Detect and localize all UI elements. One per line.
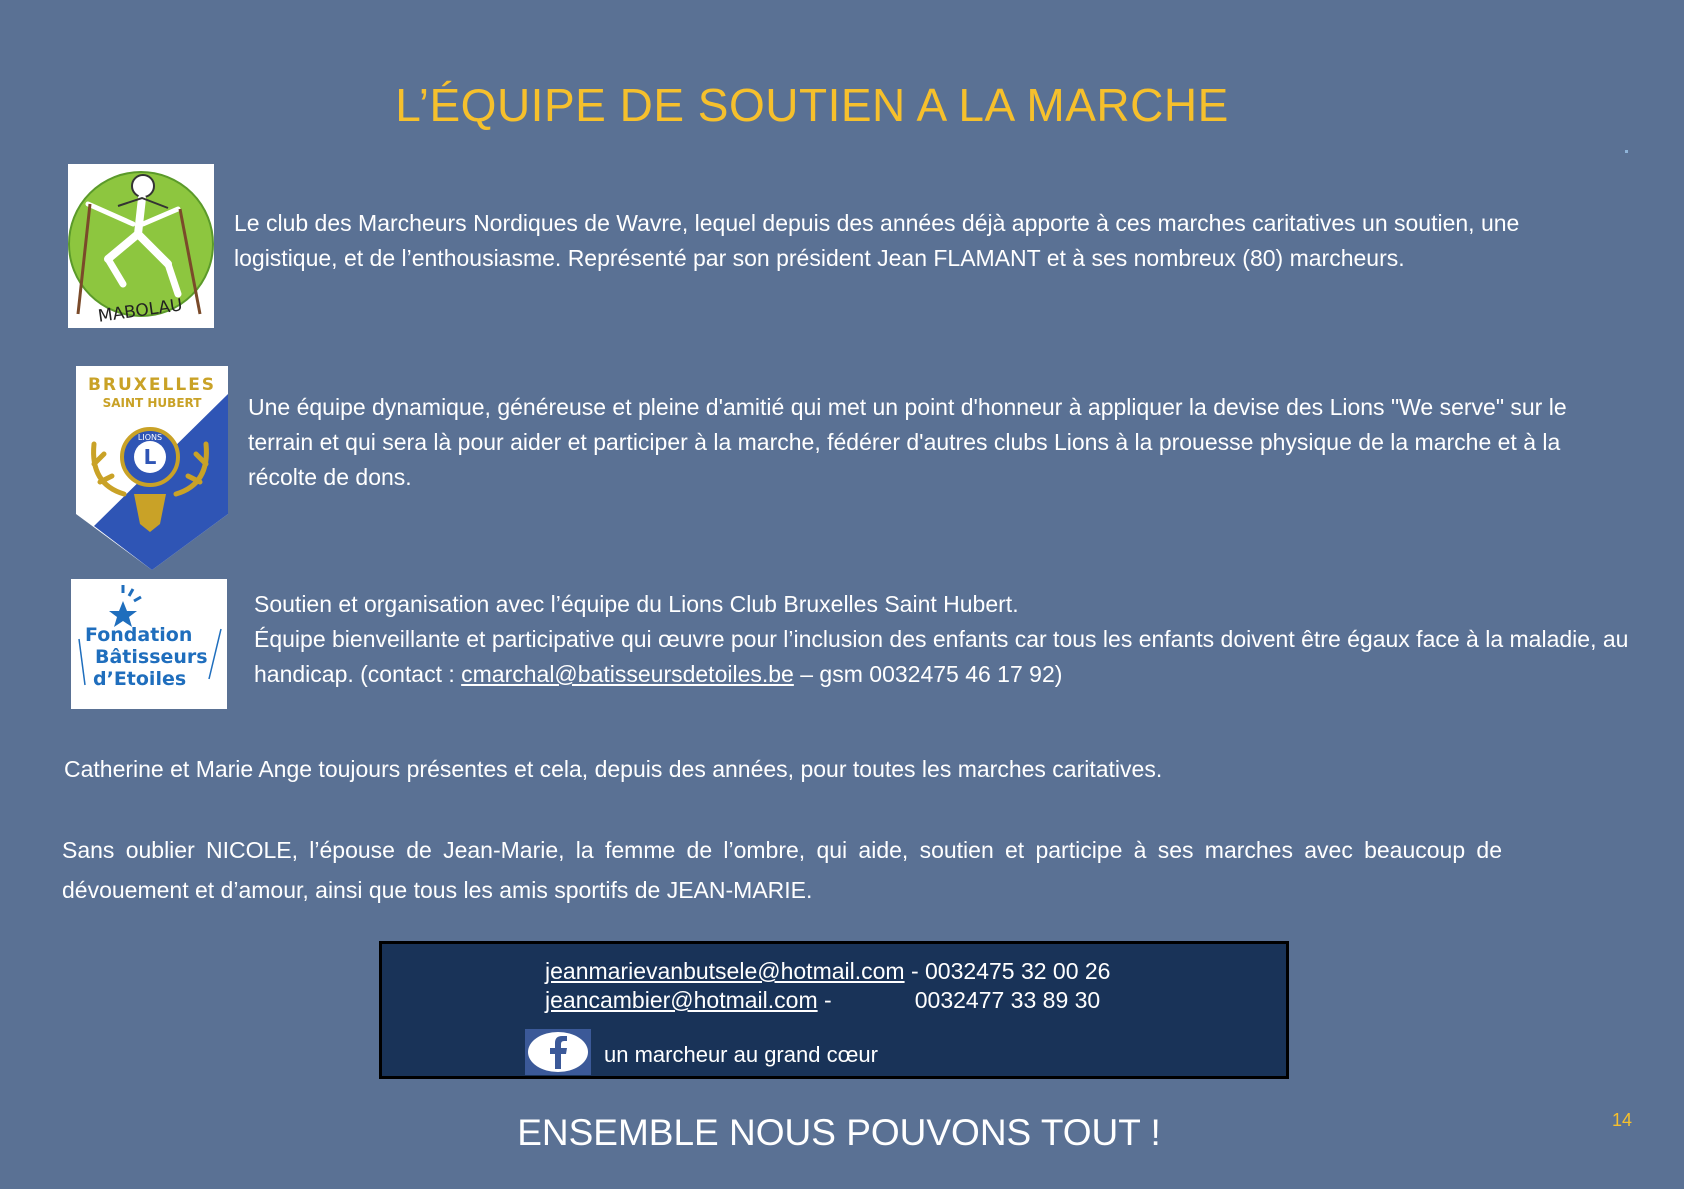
- fondation-logo-line3: d’Etoiles: [93, 668, 187, 690]
- fondation-logo: [71, 579, 227, 709]
- lions-crest-logo: [74, 364, 230, 574]
- crest-text-saint-hubert: SAINT HUBERT: [102, 396, 202, 410]
- facebook-icon[interactable]: [525, 1029, 591, 1075]
- mabolau-description: Le club des Marcheurs Nordiques de Wavre, lequel depuis des années déjà apporte à ces marches caritatives un soutien, une logistique, et de l’enthousiasme. Représenté par son président Jean FLAMANT et à ses nombreux (80) marcheurs.: [234, 210, 1520, 271]
- fondation-line2-text: Équipe bienveillante et participative qui œuvre pour l’inclusion des enfants car tous les enfants doivent être égaux face à la maladie, au handicap. (contact :: [254, 626, 1629, 687]
- contact-box: [379, 941, 1289, 1079]
- slogan: ENSEMBLE NOUS POUVONS TOUT !: [517, 1112, 1161, 1153]
- crest-text-lions: LIONS: [137, 433, 163, 442]
- fondation-description: [254, 587, 1634, 692]
- crest-text-bruxelles: BRUXELLES: [87, 375, 217, 395]
- catherine-note: Catherine et Marie Ange toujours présentes et cela, depuis des années, pour toutes les marches caritatives.: [64, 756, 1163, 782]
- lions-description: Une équipe dynamique, généreuse et pleine d'amitié qui met un point d'honneur à appliquer la devise des Lions "We serve" sur le terrain et qui sera là pour aider et participer à la marche, fédérer d'autres clubs Lions à la prouesse physique de la marche et à la récolte de dons.: [248, 394, 1567, 490]
- facebook-label[interactable]: un marcheur au grand cœur: [604, 1042, 878, 1067]
- fondation-email-link[interactable]: cmarchal@batisseursdetoiles.be: [461, 661, 794, 687]
- page-title: L’ÉQUIPE DE SOUTIEN A LA MARCHE: [395, 79, 1229, 131]
- contact-line-1: [545, 958, 1110, 985]
- email-link-1[interactable]: jeanmarievanbutsele@hotmail.com: [545, 958, 905, 984]
- fondation-logo-line2: Bâtisseurs: [95, 646, 208, 668]
- fondation-line1: Soutien et organisation avec l’équipe du Lions Club Bruxelles Saint Hubert.: [254, 591, 1019, 617]
- mabolau-logo-text: MABOLAU: [96, 295, 184, 327]
- phone-2: - 0032477 33 89 30: [817, 987, 1101, 1013]
- phone-1: - 0032475 32 00 26: [904, 958, 1111, 984]
- decorative-dot: [1625, 150, 1628, 153]
- page-number: 14: [1612, 1110, 1633, 1130]
- email-link-2[interactable]: jeancambier@hotmail.com: [545, 987, 818, 1013]
- nicole-note: Sans oublier NICOLE, l’épouse de Jean-Marie, la femme de l’ombre, qui aide, soutien et participe à ses marches avec beaucoup de dévouement et d’amour, ainsi que tous les amis sportifs de JEAN-MARIE.: [62, 837, 1502, 903]
- contact-line-2: [545, 987, 1100, 1014]
- fondation-line2: [254, 622, 1634, 692]
- fondation-line2-end: – gsm 0032475 46 17 92): [793, 661, 1063, 687]
- fondation-logo-line1: Fondation: [85, 624, 193, 646]
- svg-text:L: L: [143, 445, 157, 469]
- mabolau-logo: [68, 164, 214, 328]
